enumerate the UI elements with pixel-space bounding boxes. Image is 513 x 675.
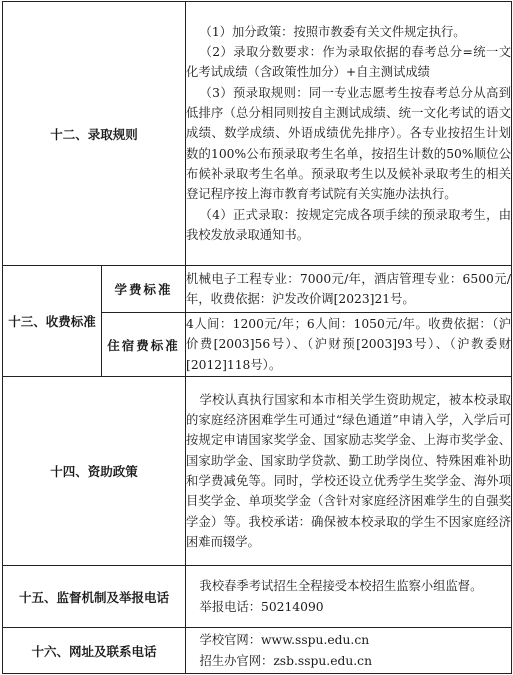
row-financial-aid [3, 377, 512, 566]
admission-website[interactable]: 招生办官网：zsb.sspu.edu.cn [199, 653, 372, 668]
section-title-contact: 十六、网址及联系电话 [3, 628, 186, 674]
supervision-text: 我校春季考试招生全程接受本校招生监察小组监督。 [199, 579, 483, 594]
section-title-admission-rules: 十二、录取规则 [3, 2, 186, 266]
tuition-content [186, 266, 512, 313]
section-title-financial-aid: 十四、资助政策 [3, 377, 186, 566]
contact-content [186, 628, 512, 674]
row-supervision [3, 566, 512, 628]
dorm-content [186, 313, 512, 377]
bonus-policy-text: （1）加分政策：按照市教委有关文件规定执行。 [199, 24, 466, 39]
financial-aid-text: 学校认真执行国家和本市相关学生资助规定，被本校录取的家庭经济困难学生可通过“绿色通道”申请入学，入学后可按规定申请国家奖学金、国家励志奖学金、上海市奖学金、国家助学金、国家助学贷款、勤工助学岗位、特殊困难补助和学费减免等。同时，学校还设立优秀学生奖学金、海外项目奖学金、单项奖学金（含针对家庭经济困难学生的自强奖学金）等。我校承诺：确保被本校录取的学生不因家庭经济困难而辍学。 [186, 392, 512, 549]
score-requirement-text: （2）录取分数要求：作为录取依据的春考总分=统一文化考试成绩（含政策性加分）+自主测试成绩 [186, 45, 512, 80]
row-admission-rules [3, 2, 512, 266]
section-title-fees: 十三、收费标准 [3, 266, 102, 377]
supervision-content [186, 566, 512, 628]
admission-rules-table [2, 1, 512, 674]
row-tuition [3, 266, 512, 313]
financial-aid-content [186, 377, 512, 566]
dorm-text: 4人间：1200元/年；6人间：1050元/年。收费依据：（沪价费[2003]56号）、（沪财预[2003]93号）、（沪教委财[2012]118号）。 [186, 317, 512, 372]
admission-rules-content [186, 2, 512, 266]
section-title-supervision: 十五、监督机制及举报电话 [3, 566, 186, 628]
pre-admission-rule-text: （3）预录取规则：同一专业志愿考生按春考总分从高到低排序（总分相同则按自主测试成绩、统一文化考试的语文成绩、数学成绩、外语成绩优先排序）。各专业按招生计划数的100%公布预录取考生名单，按招生计数的50%顺位公布候补录取考生名单。预录取考生以及候补录取考生的相关登记程序按上海市教育考试院有关实施办法执行。 [186, 85, 512, 202]
tuition-text: 机械电子工程专业：7000元/年，酒店管理专业：6500元/年，收费依据：沪发改价调[2023]21号。 [186, 271, 512, 306]
report-phone: 举报电话：50214090 [199, 599, 324, 614]
dorm-label: 住宿费标准 [102, 313, 186, 377]
formal-admission-text: （4）正式录取：按规定完成各项手续的预录取考生，由我校发放录取通知书。 [186, 207, 512, 242]
school-website[interactable]: 学校官网：www.sspu.edu.cn [199, 633, 370, 648]
tuition-label: 学费标准 [102, 266, 186, 313]
row-contact [3, 628, 512, 674]
